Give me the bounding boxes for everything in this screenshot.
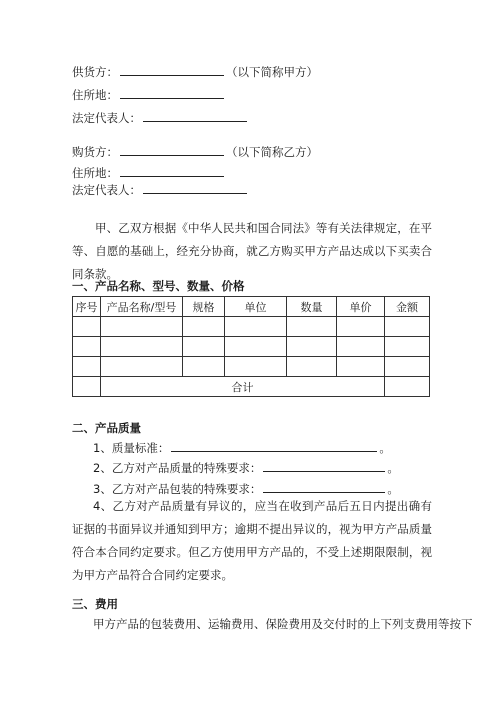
supplier-address-blank[interactable]: [120, 87, 224, 99]
quality-requirement-line: [93, 460, 399, 475]
header-index: 序号: [73, 297, 101, 317]
table-cell[interactable]: [183, 357, 225, 377]
table-cell[interactable]: [73, 377, 101, 397]
table-cell[interactable]: [73, 317, 101, 337]
table-cell[interactable]: [225, 357, 287, 377]
buyer-label: 购货方：: [72, 145, 118, 159]
table-row: [73, 337, 430, 357]
supplier-rep-blank[interactable]: [143, 110, 247, 122]
supplier-rep-line: [72, 110, 249, 125]
header-quantity: 数量: [287, 297, 337, 317]
header-spec: 规格: [183, 297, 225, 317]
quality-standard-label: 1、质量标准：: [93, 441, 170, 455]
table-cell[interactable]: [385, 317, 430, 337]
table-cell[interactable]: [225, 337, 287, 357]
table-cell[interactable]: [73, 337, 101, 357]
table-cell[interactable]: [287, 337, 337, 357]
quality-standard-blank[interactable]: [171, 440, 377, 452]
quality-requirement-label: 2、乙方对产品质量的特殊要求：: [93, 461, 262, 475]
table-cell[interactable]: [101, 357, 183, 377]
buyer-name-blank[interactable]: [120, 144, 224, 156]
table-cell[interactable]: [385, 357, 430, 377]
supplier-label: 供货方：: [72, 65, 118, 79]
section3-title: 三、费用: [72, 597, 118, 611]
supplier-note: （以下简称甲方）: [226, 65, 318, 79]
table-cell[interactable]: [385, 337, 430, 357]
header-unit-price: 单价: [337, 297, 385, 317]
table-cell[interactable]: [225, 317, 287, 337]
table-cell[interactable]: [337, 357, 385, 377]
table-cell[interactable]: [183, 337, 225, 357]
table-cell[interactable]: [73, 357, 101, 377]
table-header-row: [73, 297, 430, 317]
buyer-address-label: 住所地：: [72, 166, 118, 180]
supplier-address-line: [72, 87, 226, 102]
table-total-row: [73, 377, 430, 397]
product-table: [72, 296, 430, 397]
end-mark: 。: [387, 482, 399, 496]
total-label: 合计: [101, 377, 385, 397]
end-mark: 。: [379, 441, 391, 455]
header-product-model: 产品名称/型号: [101, 297, 183, 317]
buyer-rep-label: 法定代表人：: [72, 183, 141, 197]
packaging-requirement-line: [93, 481, 399, 496]
table-cell[interactable]: [101, 337, 183, 357]
table-cell[interactable]: [287, 317, 337, 337]
quality-requirement-blank[interactable]: [263, 460, 385, 472]
packaging-requirement-label: 3、乙方对产品包装的特殊要求：: [93, 482, 262, 496]
table-cell[interactable]: [101, 317, 183, 337]
table-row: [73, 357, 430, 377]
supplier-address-label: 住所地：: [72, 88, 118, 102]
table-cell[interactable]: [287, 357, 337, 377]
intro-paragraph: 甲、乙双方根据《中华人民共和国合同法》等有关法律规定，在平等、自愿的基础上，经充分协商，就乙方购买甲方产品达成以下买卖合同条款。: [72, 221, 432, 281]
buyer-rep-blank[interactable]: [143, 182, 247, 194]
buyer-address-blank[interactable]: [120, 165, 224, 177]
table-cell[interactable]: [183, 317, 225, 337]
quality-standard-line: [93, 440, 391, 455]
section2-title: 二、产品质量: [72, 421, 141, 435]
supplier-rep-label: 法定代表人：: [72, 111, 141, 125]
buyer-address-line: [72, 165, 226, 180]
quality-objection-paragraph: 4、乙方对产品质量有异议的，应当在收到产品后五日内提出确有证据的书面异议并通知到甲方；逾期不提出异议的，视为甲方产品质量符合本合同约定要求。但乙方使用甲方产品的，不受上述期限限制，视为甲方产品符合合同约定要求。: [72, 499, 432, 582]
packaging-requirement-blank[interactable]: [263, 481, 385, 493]
buyer-name-line: [72, 144, 318, 159]
table-row: [73, 317, 430, 337]
end-mark: 。: [387, 461, 399, 475]
table-cell[interactable]: [337, 317, 385, 337]
table-cell[interactable]: [337, 337, 385, 357]
total-amount-cell[interactable]: [385, 377, 430, 397]
supplier-name-line: [72, 64, 318, 79]
buyer-note: （以下简称乙方）: [226, 145, 318, 159]
supplier-name-blank[interactable]: [120, 64, 224, 76]
section1-title: 一、产品名称、型号、数量、价格: [72, 279, 245, 293]
fees-paragraph: 甲方产品的包装费用、运输费用、保险费用及交付时的上下列支费用等按下: [93, 617, 473, 631]
header-unit: 单位: [225, 297, 287, 317]
buyer-rep-line: [72, 182, 249, 197]
header-amount: 金额: [385, 297, 430, 317]
